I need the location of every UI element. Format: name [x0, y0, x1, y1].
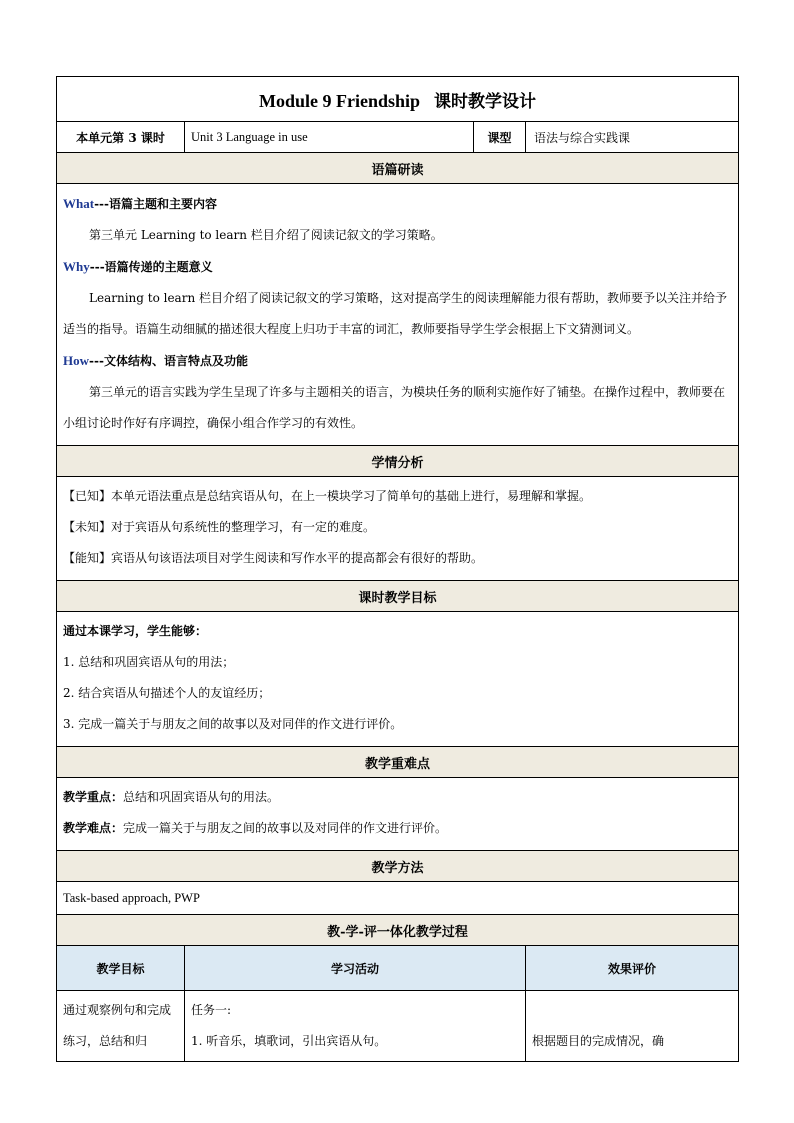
lesson-plan-sheet — [56, 76, 738, 1062]
process-goal-text: 通过观察例句和完成练习，总结和归 — [63, 1003, 172, 1048]
process-evaluation-text: 根据题目的完成情况，确 — [532, 1034, 665, 1048]
learner-heading-row — [57, 446, 739, 477]
type-value: 语法与综合实践课 — [526, 122, 739, 153]
column-header-activity: 学习活动 — [185, 946, 526, 991]
text-study-row — [57, 184, 739, 446]
key-difficulty-text: 完成一篇关于与朋友之间的故事以及对同伴的作文进行评价。 — [123, 821, 448, 835]
process-goal-cell — [57, 991, 185, 1062]
key-points-content — [57, 778, 739, 851]
objectives-intro: 通过本课学习，学生能够： — [63, 624, 208, 638]
objective-item: 3. 完成一篇关于与朋友之间的故事以及对同伴的作文进行评价。 — [63, 717, 403, 731]
learner-row — [57, 477, 739, 581]
lesson-label: 本单元第 3 课时 — [57, 122, 185, 153]
methods-row — [57, 882, 739, 915]
title-row — [57, 77, 739, 122]
learner-content — [57, 477, 739, 581]
column-header-evaluation: 效果评价 — [526, 946, 739, 991]
objective-item: 2. 结合宾语从句描述个人的友谊经历； — [63, 686, 271, 700]
text-study-heading-row — [57, 153, 739, 184]
process-activity-cell — [185, 991, 526, 1062]
objectives-row — [57, 612, 739, 747]
key-difficulty-label: 教学难点： — [63, 821, 124, 835]
key-focus-label: 教学重点： — [63, 790, 124, 804]
title-chinese: 课时教学设计 — [434, 91, 537, 112]
text-study-content — [57, 184, 739, 446]
key-points-row — [57, 778, 739, 851]
key-points-heading-row — [57, 747, 739, 778]
what-text: 第三单元 Learning to learn 栏目介绍了阅读记叙文的学习策略。 — [89, 228, 443, 242]
section-heading-objectives: 课时教学目标 — [57, 581, 739, 612]
what-title: ---语篇主题和主要内容 — [94, 197, 218, 211]
type-label: 课型 — [474, 122, 526, 153]
key-focus — [63, 782, 732, 813]
why-label: Why — [63, 259, 90, 274]
column-header-goal: 教学目标 — [57, 946, 185, 991]
process-activity-task: 任务一: — [191, 1003, 232, 1017]
process-heading-row — [57, 915, 739, 946]
learner-known: 【已知】本单元语法重点是总结宾语从句，在上一模块学习了简单句的基础上进行，易理解和掌握。 — [63, 489, 592, 503]
why-title: ---语篇传递的主题意义 — [89, 260, 213, 274]
what-label: What — [63, 196, 95, 211]
objective-item: 1. 总结和巩固宾语从句的用法； — [63, 655, 235, 669]
learner-able: 【能知】宾语从句该语法项目对学生阅读和写作水平的提高都会有很好的帮助。 — [63, 551, 484, 565]
section-heading-key-points: 教学重难点 — [57, 747, 739, 778]
key-focus-text: 总结和巩固宾语从句的用法。 — [123, 790, 280, 804]
process-row — [57, 991, 739, 1062]
why-heading — [63, 251, 732, 283]
methods-heading-row — [57, 851, 739, 882]
what-heading — [63, 188, 732, 220]
title-english: Module 9 Friendship — [259, 90, 421, 111]
process-evaluation-cell — [526, 991, 739, 1062]
why-text: Learning to learn 栏目介绍了阅读记叙文的学习策略，这对提高学生的阅读理解能力很有帮助，教师要予以关注并给予适当的指导。语篇生动细腻的描述很大程度上归功于丰富的词汇，教师要指导学生学会根据上下文猜测词义。 — [63, 291, 727, 336]
section-heading-process: 教-学-评一体化教学过程 — [57, 915, 739, 946]
methods-text: Task-based approach, PWP — [57, 882, 739, 915]
page-title — [57, 77, 739, 122]
objectives-heading-row — [57, 581, 739, 612]
learner-unknown: 【未知】对于宾语从句系统性的整理学习，有一定的难度。 — [63, 520, 376, 534]
lesson-value: Unit 3 Language in use — [185, 122, 474, 153]
section-heading-text-study: 语篇研读 — [57, 153, 739, 184]
process-header-row — [57, 946, 739, 991]
section-heading-methods: 教学方法 — [57, 851, 739, 882]
how-title: ---文体结构、语言特点及功能 — [89, 354, 248, 368]
process-activity-step: 1. 听音乐，填歌词，引出宾语从句。 — [191, 1034, 387, 1048]
meta-row — [57, 122, 739, 153]
key-difficulty — [63, 813, 732, 844]
how-text: 第三单元的语言实践为学生呈现了许多与主题相关的语言，为模块任务的顺利实施作好了铺垫。在操作过程中，教师要在小组讨论时作好有序调控，确保小组合作学习的有效性。 — [63, 385, 726, 430]
section-heading-learner: 学情分析 — [57, 446, 739, 477]
lesson-plan-table — [56, 76, 739, 1062]
how-heading — [63, 345, 732, 377]
evaluation-spacer — [532, 995, 732, 1026]
how-label: How — [63, 353, 89, 368]
objectives-content — [57, 612, 739, 747]
